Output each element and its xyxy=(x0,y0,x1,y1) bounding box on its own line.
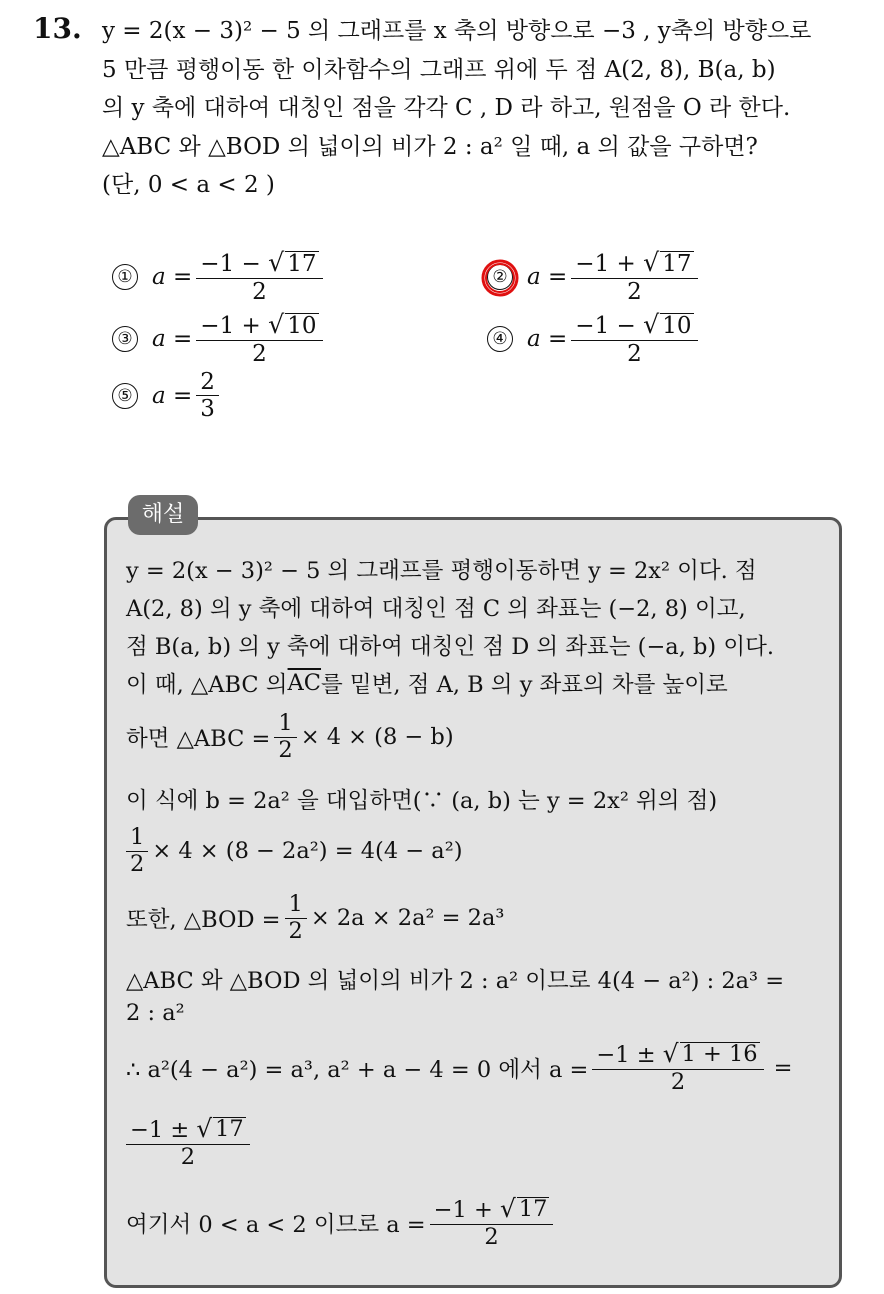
solution-line-4: 이 때, △ABC 의 $\overline{AC}$ 를 밑변, 점 A, B 의 y 좌표의 차를 높이로 xyxy=(126,670,728,698)
question-line-5: (단, 0 < a < 2 ) xyxy=(102,172,275,198)
solution-line-8: 또한, △BOD = $\frac{1}{2}$ × 2a × 2a² = 2a³ xyxy=(126,891,505,944)
solution-line-11: ∴ a²(4 − a²) = a³, a² + a − 4 = 0 에서 a = −1 ± √ 1 + 16 2 = xyxy=(126,1039,793,1095)
choice-fraction: −1 − √ 10 2 xyxy=(571,312,697,366)
choice-marker: ③ xyxy=(112,326,138,352)
result-fraction: −1 ± √ 17 2 xyxy=(126,1116,250,1169)
choice-marker: ① xyxy=(112,264,138,290)
solution-line-6: 이 식에 b = 2a² 을 대입하면(∵ (a, b) 는 y = 2x² 위의 점) xyxy=(126,788,718,814)
choice-lhs: a = xyxy=(527,263,568,290)
question-text xyxy=(102,12,862,205)
final-answer-fraction: −1 + √ 17 2 xyxy=(430,1196,554,1249)
solution-line-3: 점 B(a, b) 의 y 축에 대하여 대칭인 점 D 의 좌표는 (−a, b) 이다. xyxy=(126,634,774,660)
choice-3[interactable] xyxy=(112,312,327,366)
choice-fraction: $\frac{2}{3}$ xyxy=(196,370,219,421)
solution-tab-label: 해설 xyxy=(128,495,198,535)
solution-line-1: y = 2(x − 3)² − 5 의 그래프를 평행이동하면 y = 2x² 이다. 점 xyxy=(126,558,757,584)
solution-line-12 xyxy=(126,1116,254,1169)
quadratic-formula-fraction: −1 ± √ 1 + 16 2 xyxy=(592,1041,763,1094)
choice-fraction: −1 + √ 17 2 xyxy=(571,250,697,304)
question-line-3: 의 y 축에 대하여 대칭인 점을 각각 C , D 라 하고, 원점을 O 라 한다. xyxy=(102,95,791,121)
solution-line-10: 2 : a² xyxy=(126,1000,185,1026)
solution-line-5: 하면 △ABC = $\frac{1}{2}$ × 4 × (8 − b) xyxy=(126,710,454,763)
choice-marker: ⑤ xyxy=(112,383,138,409)
solution-line-7: $\frac{1}{2}$ × 4 × (8 − 2a²) = 4(4 − a²) xyxy=(126,826,463,876)
choice-lhs: a = xyxy=(152,263,193,290)
selected-circle-mark-icon xyxy=(476,254,524,302)
choice-marker: ④ xyxy=(487,326,513,352)
question-line-4: △ABC 와 △BOD 의 넓이의 비가 2 : a² 일 때, a 의 값을 구하면? xyxy=(102,133,758,160)
choice-marker: ② xyxy=(487,264,513,290)
choice-fraction: −1 − √ 17 2 xyxy=(196,250,322,304)
choice-4[interactable] xyxy=(487,312,702,366)
fraction-half: $\frac{1}{2}$ xyxy=(285,893,307,943)
choice-lhs: a = xyxy=(152,325,193,352)
solution-line-9: △ABC 와 △BOD 의 넓이의 비가 2 : a² 이므로 4(4 − a²) : 2a³ = xyxy=(126,968,785,994)
segment-ac: $\overline{AC}$ xyxy=(287,670,322,696)
question-number: 13. xyxy=(33,12,82,45)
choice-5[interactable] xyxy=(112,370,223,421)
fraction-half: $\frac{1}{2}$ xyxy=(126,826,148,876)
solution-line-13: 여기서 0 < a < 2 이므로 a = −1 + √ 17 2 xyxy=(126,1196,557,1249)
question-line-1: y = 2(x − 3)² − 5 의 그래프를 x 축의 방향으로 −3 , y축의 방향으로 xyxy=(102,18,812,44)
solution-line-2: A(2, 8) 의 y 축에 대하여 대칭인 점 C 의 좌표는 (−2, 8) 이고, xyxy=(126,596,746,622)
choice-2[interactable] xyxy=(487,250,702,304)
fraction-half: $\frac{1}{2}$ xyxy=(274,712,296,762)
question-line-2: 5 만큼 평행이동 한 이차함수의 그래프 위에 두 점 A(2, 8), B(a, b) xyxy=(102,56,776,83)
choice-fraction: −1 + √ 10 2 xyxy=(196,312,322,366)
choice-1[interactable] xyxy=(112,250,327,304)
choice-lhs: a = xyxy=(152,382,193,409)
choice-lhs: a = xyxy=(527,325,568,352)
